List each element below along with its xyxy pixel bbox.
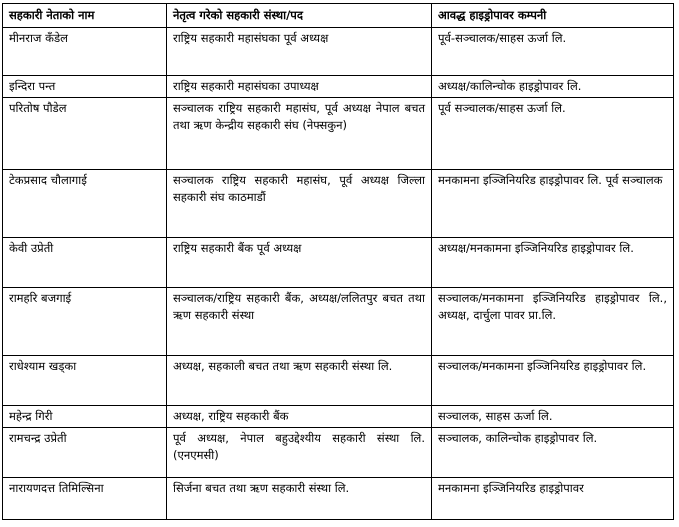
cooperative-hydropower-table bbox=[2, 3, 674, 520]
hydropower-company-cell: अध्यक्ष/कालिन्चोक हाइड्रोपावर लि. bbox=[432, 76, 674, 98]
leader-name-cell: केवी उप्रेती bbox=[3, 238, 167, 288]
hydropower-company-cell: मनकामना इञ्जिनियरिड हाइड्रोपावर bbox=[432, 478, 674, 520]
organization-post-cell: राष्ट्रिय सहकारी महासंघका उपाध्यक्ष bbox=[167, 76, 432, 98]
leader-name-cell: परितोष पौडेल bbox=[3, 98, 167, 170]
leader-name-cell: रामचन्द्र उप्रेती bbox=[3, 428, 167, 478]
table-row bbox=[3, 238, 674, 288]
organization-post-cell: सञ्चालक/राष्ट्रिय सहकारी बैंक, अध्यक्ष/ललितपुर बचत तथा ऋण सहकारी संस्था bbox=[167, 288, 432, 356]
organization-post-cell: अध्यक्ष, राष्ट्रिय सहकारी बैंक bbox=[167, 406, 432, 428]
table-row bbox=[3, 76, 674, 98]
organization-post-cell: पूर्व अध्यक्ष, नेपाल बहुउद्देश्यीय सहकारी संस्था लि. (एनएमसी) bbox=[167, 428, 432, 478]
leader-name-cell: मीनराज कँडेल bbox=[3, 28, 167, 76]
hydropower-company-cell: पूर्व सञ्चालक/साहस ऊर्जा लि. bbox=[432, 98, 674, 170]
table-row bbox=[3, 98, 674, 170]
hydropower-company-cell: अध्यक्ष/मनकामना इञ्जिनियरिड हाइड्रोपावर लि. bbox=[432, 238, 674, 288]
leader-name-cell: महेन्द्र गिरी bbox=[3, 406, 167, 428]
leader-name-cell: इन्दिरा पन्त bbox=[3, 76, 167, 98]
organization-post-cell: सञ्चालक राष्ट्रिय सहकारी महासंघ, पूर्व अध्यक्ष नेपाल बचत तथा ऋण केन्द्रीय सहकारी संघ (नेफ्सकुन) bbox=[167, 98, 432, 170]
organization-post-cell: राष्ट्रिय सहकारी महासंघका पूर्व अध्यक्ष bbox=[167, 28, 432, 76]
table-row bbox=[3, 478, 674, 520]
table-row bbox=[3, 28, 674, 76]
leader-name-cell: राधेश्याम खड्का bbox=[3, 356, 167, 406]
hydropower-company-cell: सञ्चालक, कालिन्चोक हाइड्रोपावर लि. bbox=[432, 428, 674, 478]
leader-name-cell: नारायणदत्त तिमिल्सिना bbox=[3, 478, 167, 520]
hydropower-company-cell: सञ्चालक, साहस ऊर्जा लि. bbox=[432, 406, 674, 428]
hydropower-company-cell: पूर्व-सञ्चालक/साहस ऊर्जा लि. bbox=[432, 28, 674, 76]
hydropower-company-cell: सञ्चालक/मनकामना इञ्जिनियरिड हाइड्रोपावर लि., अध्यक्ष, दार्चुला पावर प्रा.लि. bbox=[432, 288, 674, 356]
header-hydropower-company: आवद्ध हाइड्रोपावर कम्पनी bbox=[432, 4, 674, 28]
table-row bbox=[3, 428, 674, 478]
hydropower-company-cell: सञ्चालक/मनकामना इञ्जिनियरिड हाइड्रोपावर लि. bbox=[432, 356, 674, 406]
table-row bbox=[3, 288, 674, 356]
header-leader-name: सहकारी नेताको नाम bbox=[3, 4, 167, 28]
table-row bbox=[3, 170, 674, 238]
header-organization-post: नेतृत्व गरेको सहकारी संस्था/पद bbox=[167, 4, 432, 28]
leader-name-cell: रामहरि बजगाई bbox=[3, 288, 167, 356]
leader-name-cell: टेकप्रसाद चौलागाई bbox=[3, 170, 167, 238]
table-row bbox=[3, 406, 674, 428]
organization-post-cell: राष्ट्रिय सहकारी बैंक पूर्व अध्यक्ष bbox=[167, 238, 432, 288]
hydropower-company-cell: मनकामना इञ्जिनियरिड हाइड्रोपावर लि. पूर्व सञ्चालक bbox=[432, 170, 674, 238]
table-row bbox=[3, 356, 674, 406]
table-header-row bbox=[3, 4, 674, 28]
organization-post-cell: अध्यक्ष, सहकाली बचत तथा ऋण सहकारी संस्था लि. bbox=[167, 356, 432, 406]
organization-post-cell: सञ्चालक राष्ट्रिय सहकारी महासंघ, पूर्व अध्यक्ष जिल्ला सहकारी संघ काठमाडौं bbox=[167, 170, 432, 238]
organization-post-cell: सिर्जना बचत तथा ऋण सहकारी संस्था लि. bbox=[167, 478, 432, 520]
